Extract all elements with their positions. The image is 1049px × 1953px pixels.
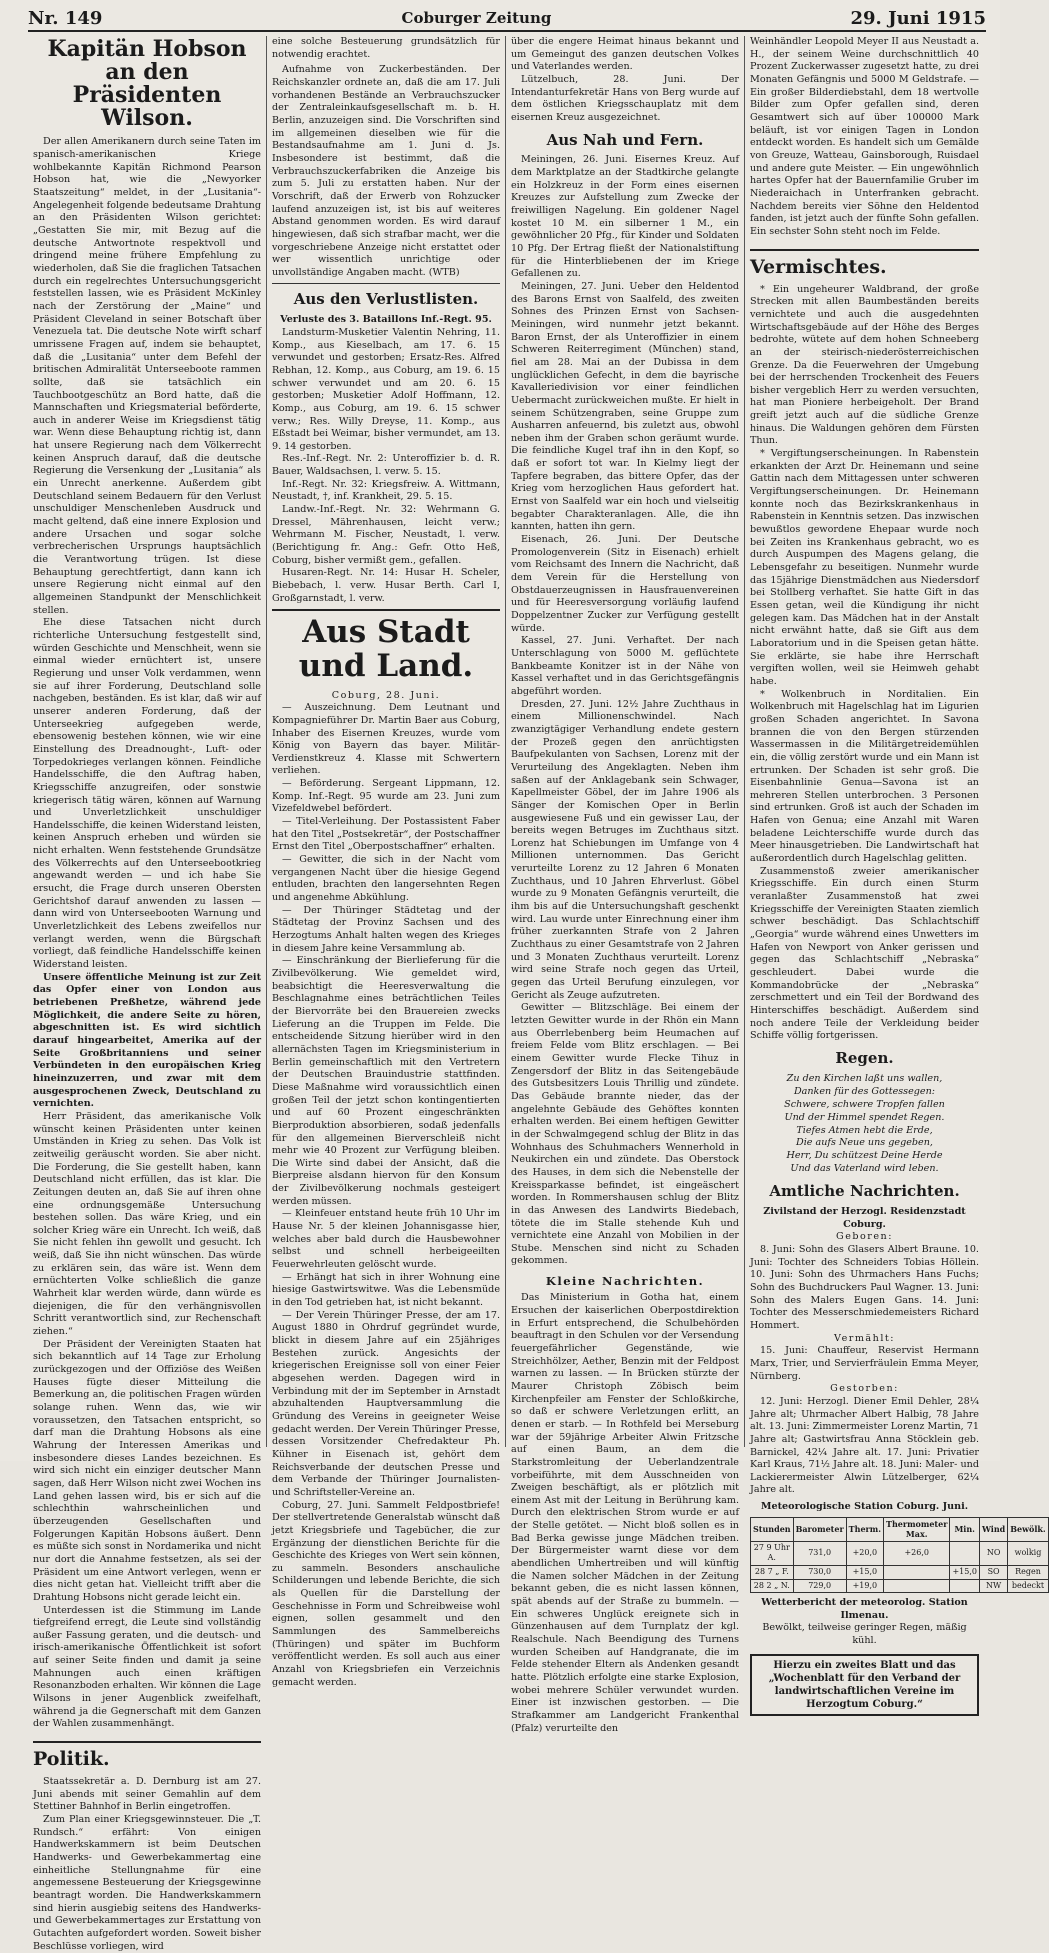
article-paragraph: Coburg, 27. Juni. Sammelt Feldpostbriefe! Der stellvertretende Generalstab wünscht daß jetzt Kriegsbriefe und Tagebücher, die zur Ergänzung der dienstlichen Berichte für die Geschichte des Krieges von Wert sein können, zu sammeln. Besonders anschauliche Schilderungen und lebende Berichte, die sich als Quellen für die Darstellung der Geschehnisse in Form und Schreibweise wohl eignen, sollen gesammelt und den Sammlungen des Sammelbereichs (Thüringen) und später im Buchform veröffentlicht werden. Es soll auch aus einer Anzahl von Kriegsbriefen ein Verzeichnis gemacht werden.	[272, 1499, 500, 1688]
table-cell: +19,0	[846, 1579, 883, 1593]
article-paragraph: Weinhändler Leopold Meyer II aus Neustadt a. H., der seinem Weine durchschnittlich 40 Prozent Zuckerwasser zugesetzt hatte, zu drei Monaten Gefängnis und 5000 M Geldstrafe. — Ein großer Bilderdiebstahl, dem 18 wertvolle Bilder zum Opfer gefallen sind, deren Gesamtwert sich auf über 100000 Mark beläuft, ist vor einigen Tagen in London entdeckt worden. Es handelt sich um Gemälde von Greuze, Watteau, Gainsborough, Ruisdael und andere gute Meister. — Ein ungewöhnlich hartes Opfer hat der Bauernfamilie Gruber im Niederaichach in Unterfranken gebracht. Nachdem bereits vier Söhne den Heldentod fanden, ist jetzt auch der fünfte Sohn gefallen. Ein sechster Sohn steht noch im Felde.	[750, 36, 979, 237]
article-paragraph: Der allen Amerikanern durch seine Taten im spanisch-amerikanischen Kriege wohlbekannte Kapitän Richmond Pearson Hobson hat, wie die „Newyorker Staatszeitung“ meldet, in der „Lusitania“-Angelegenheit folgende bedeutsame Drahtung an den Präsidenten Wilson gerichtet: „Gestatten Sie mir, mit Bezug auf die deutsche Antwortnote respektvoll und dringend meine frühere Empfehlung zu wiederholen, daß Sie die fraglichen Tatsachen durch ein regelrechtes Untersuchungsgericht feststellen lassen, wie es Präsident McKinley nach der Zerstörung der „Maine“ und Präsident Cleveland in seiner Botschaft über Venezuela tat. Die deutsche Note wirft scharf umrissene Fragen auf, indem sie behauptet, daß die „Lusitania“ unter dem Befehl der britischen Admiralität Unterseeboote rammen sollte, daß sie tatsächlich ein Tauchbootgeschütz an Bord hatte, daß die Mannschaften und Kriegsmaterial beförderte, auch in anderer Weise im Kriegsdienst tätig war. Wenn diese Behauptung richtig ist, dann hat unsere Regierung nach dem Völkerrecht keinen Anspruch darauf, daß die deutsche Regierung die Versenkung der „Lusitania“ als ein Unrecht anerkenne. Außerdem gibt Deutschland seinem Bedauern für den Verlust unschuldiger Menschenleben Ausdruck und macht geltend, daß eine innere Explosion und andere Ursachen und sogar solche verbrecherischen Ursprungs hauptsächlich die Verantwortung trügen. Ist diese Behauptung gerechtfertigt, dann kann ich unsere Regierung nicht einmal auf den allgemeinen Standpunkt der Menschlichkeit stellen.	[33, 136, 261, 616]
table-header: Wind	[979, 1517, 1007, 1541]
article-paragraph: * Wolkenbruch in Norditalien. Ein Wolkenbruch mit Hagelschlag hat im Ligurien großen Schaden angerichtet. In Savona brannen die von den Bergen stürzenden Wassermassen in die Militärgetreidemühlen ein, die völlig zerstört wurde und ein Mann ist ertrunken. Der Schaden ist sehr groß. Die Eisenbahnlinie Genua—Savona ist an mehreren Stellen unterbrochen. 3 Personen sind ertrunken. Groß ist auch der Schaden im Hafen von Genua; eine Anzahl mit Waren beladene Leichterschiffe wurde durch das Meer hinausgetrieben. Die Landwirtschaft hat außerordentlich durch Hagelschlag gelitten.	[750, 688, 979, 865]
table-cell: 731,0	[793, 1541, 846, 1565]
registry-entry: 8. Juni: Sohn des Glasers Albert Braune. 10. Juni: Tochter des Schneiders Tobias Höllein. 10. Juni: Sohn des Uhrmachers Hans Fuchs; Sohn des Buchdruckers Paul Wagner. 13. Juni: Sohn des Malers Eugen Gans. 14. Juni: Tochter des Messerschmiedemeisters Richard Hommert.	[750, 1244, 979, 1331]
article-paragraph: * Vergiftungserscheinungen. In Rabenstein erkankten der Arzt Dr. Heinemann und seine Gattin nach dem Mittagessen unter schweren Vergiftungserscheinungen. Dr. Heinemann konnte noch das Bezirkskrankenhaus in Rabenstein in Kenntnis setzen. Das inzwischen bewußtlos gewordene Ehepaar wurde noch bei Zeiten ins Krankenhaus gebracht, wo es durch Auspumpen des Magens gelang, die Lebensgefahr zu beseitigen. Nunmehr wurde das 15jährige Dienstmädchen aus Niedersdorf bei Stollberg verhaftet. Sie hatte Gift in das Essen getan, weil die Kündigung ihr nicht gelegen kam. Das Mädchen hat in der Anstalt nicht erwähnt hatte, daß sie Gift aus dem Laboratorium und in die Speisen getan hätte. Sie erklärte, sie habe ihre Herrschaft vergiften wollen, weil sie Heimweh gehabt habe.	[750, 448, 979, 687]
article-paragraph: Res.-Inf.-Regt. Nr. 2: Unteroffizier b. d. R. Bauer, Waldsachsen, l. verw. 5. 15.	[272, 453, 500, 478]
poem-line: Und das Vaterland wird leben.	[790, 1163, 939, 1175]
article-paragraph: über die engere Heimat hinaus bekannt und um Gemeingut des ganzen deutschen Volkes und Vaterlandes werden.	[511, 36, 739, 73]
article-paragraph: Zum Plan einer Kriegsgewinnsteuer. Die „T. Rundsch.“ erfährt: Von einigen Handwerkskammern ist beim Deutschen Handwerks- und Gewerbekammertag eine einheitliche Stellungnahme für eine angemessene Besteuerung der Kriegsgewinne beantragt worden. Die Handwerkskammern sind hierin ausgiebig seitens des Handwerks- und Gewerbekammertages zur Erstattung von Gutachten aufgefordert worden. Soweit bisher Beschlüsse vorliegen, wird	[33, 1814, 261, 1952]
article-paragraph: Gewitter — Blitzschläge. Bei einem der letzten Gewitter wurde in der Rhön ein Mann aus Oberrlebenberg beim Heumachen auf freiem Felde vom Blitz erschlagen. — Bei einem Gewitter wurde Flecke Tihuz in Zengersdorf der Blitz in das Seitengebäude des Gutsbesitzers Louis Thrillig und zündete. Das Gebäude brannte nieder, das der angelehnte Gebäude des Gehöftes konnten erhalten werden. Bei einem heftigen Gewitter in der Schwalmgegend schlug der Blitz in das Wohnhaus des Schuhmachers Wennerhold in Neukirchen ein und zündete. Das Oberstock des Hauses, in dem sich die Nebenstelle der Kreissparkasse befindet, ist eingeäschert worden. In Rommershausen schlug der Blitz in das Anwesen des Landwirts Biedebach, tötete die im Stalle stehende Kuh und vernichtete eine Anzahl von Mobilien in der Stube. Menschen sind nicht zu Schaden gekommen.	[511, 1002, 739, 1267]
article-paragraph: * Ein ungeheurer Waldbrand, der große Strecken mit allen Baumbeständen bereits vernichtete und auch die ausgedehnten Wirtschaftsgebäude auf der Höhe des Berges bedrohte, wütete auf dem hohen Schneeberg an der steirisch-niederösterreichischen Grenze. Da die Feuerwehren der Umgebung bei der herrschenden Trockenheit des Feuers bisher vergeblich Herr zu werden versuchten, hat man Pioniere herbeigeholt. Der Brand greift jetzt auch auf die südliche Grenze hinaus. Die Waldungen gehören dem Fürsten Thun.	[750, 283, 979, 447]
issue-date: 29. Juni 1915	[850, 7, 986, 29]
article-paragraph: Meiningen, 26. Juni. Eisernes Kreuz. Auf dem Marktplatze an der Stadtkirche gelangte ein Holzkreuz in der Form eines eisernen Kreuzes zur Aufstellung zum Zwecke der freiwilligen Nagelung. Ein goldener Nagel kostet 10 M. ein silberner 1 M., ein gewöhnlicher 20 Pfg., für Kinder und Soldaten 10 Pfg. Der Ertrag fließt der Nationalstiftung für die Hinterbliebenen der im Kriege Gefallenen zu.	[511, 154, 739, 280]
table-cell: 28 2 „ N.	[751, 1579, 794, 1593]
article-paragraph: Dresden, 27. Juni. 12½ Jahre Zuchthaus in einem Millionenschwindel. Nach zwanzigtägiger Verhandlung endete gestern der Prozeß gegen den anrüchtigsten Baufpekulanten von Sachsen, Lorenz mit der Verurteilung des Angeklagten. Neben ihm saßen auf der Anklagebank sein Schwager, Kapellmeister Göbel, der im Jahre 1906 als Sänger der Komischen Oper in Berlin ausgewiesene Fuß und ein gewisser Lau, der bereits wegen Betruges im Zuchthaus sitzt. Lorenz hat Schiebungen im Umfange von 4 Millionen unternommen. Das Gericht verurteilte Lorenz zu 12 Jahren 6 Monaten Zuchthaus, und 10 Jahren Ehrverlust. Göbel wurde zu 9 Monaten Gefängnis verurteilt, die ihm bis auf die Untersuchungshaft geschenkt wird. Lau wurde unter Einrechnung einer ihm früher zuerkannten Strafe von 2 Jahren Zuchthaus zu einer Gesamtstrafe von 2 Jahren und 3 Monaten Zuchthaus verurteilt. Lorenz wird seine Strafe noch gegen das Urteil, gegen das Urteil Berufung einzulegen, vor Gericht als Zeuge aufzutreten.	[511, 698, 739, 1001]
table-header: Bewölk.	[1008, 1517, 1048, 1541]
paper-name: Coburger Zeitung	[401, 9, 552, 27]
table-cell: NW	[979, 1579, 1007, 1593]
masthead	[28, 6, 986, 32]
subheading: Verluste des 3. Bataillons Inf.-Regt. 95.	[280, 314, 492, 326]
weather-table	[750, 1517, 1049, 1593]
poem-line: Herr, Du schützest Deine Herde	[786, 1150, 943, 1162]
poem-line: Danken für des Gottessegen:	[793, 1085, 936, 1097]
article-paragraph: Ehe diese Tatsachen nicht durch richterliche Untersuchung festgestellt sind, würden Geschichte und Menschheit, wenn sie einmal wieder ernüchtert ist, unsere Regierung und unser Volk verdammen, wenn sie auf ihrer Forderung, Deutschland solle nachgeben, beständen. Es ist klar, daß wir auf unserer anderen Forderung, daß der Unterseekrieg aufgegeben werde, ebensowenig bestehen können, wie wir eine Einstellung des Dreadnought-, Luft- oder Torpedokrieges verlangen können. Feindliche Handelsschiffe, die den Auftrag haben, Kriegsschiffe anzugreifen, oder sonstwie kriegerisch tätig wären, können auf Warnung und Unverletzlichkeit unschuldiger Handelsschiffe, die keinen Widerstand leisten, keinen Anspruch erheben und würden sie nicht erhalten. Wenn feststehende Grundsätze des Völkerrechts auf den Unterseebootkrieg angewandt werden — und ich habe Sie ersucht, die Frage durch unseren Obersten Gerichtshof darauf anwenden zu lassen — dann wird von Unterseebooten Warnung und Unverletzlichkeit des Lebens zweifellos nur verlangt werden, wenn die Bürgschaft vorliegt, daß feindliche Handelsschiffe keinen Widerstand leisten.	[33, 617, 261, 971]
table-row	[751, 1565, 1049, 1579]
section-title-amtliche-nachrichten: Amtliche Nachrichten.	[769, 1182, 960, 1201]
table-cell: +20,0	[846, 1541, 883, 1565]
subheading-vermaehlt: Vermählt:	[834, 1332, 895, 1344]
table-cell	[884, 1565, 950, 1579]
dateline: Coburg, 28. Juni.	[331, 689, 441, 701]
article-paragraph: Der Präsident der Vereinigten Staaten hat sich bekanntlich auf 14 Tage zur Erholung zurückgezogen und der Offiziöse des Weißen Hauses fügte dieser Mitteilung die Bemerkung an, die politischen Fragen würden solange ruhen. Wenn das, wie wir voraussetzen, den Tatsachen entspricht, so darf man die Drahtung Hobsons als eine Wahrung der Interessen Amerikas und insbesondere dieses Landes bezeichnen. Es wird sich nicht ein einziger deutscher Mann sagen, daß Herr Wilson nicht zwei Wochen ins Land gehen lassen wird, bis er sich auf die schlechthin wahrscheinlichen und überzeugenden Gesellschaften und Folgerungen Kapitän Hobsons äußert. Denn es müßte sich sonst in Nordamerika und nicht nur dort die Annahme festsetzen, als sei der Präsident um eine Antwort verlegen, wenn er dies nicht getan hat. Vielleicht trifft aber die Drahtung Hobsons nicht gerade leicht ein.	[33, 1338, 261, 1603]
poem-line: Die aufs Neue uns gegeben,	[796, 1137, 933, 1149]
article-paragraph: Kassel, 27. Juni. Verhaftet. Der nach Unterschlagung von 5000 M. geflüchtete Bankbeamte Konitzer ist in der Nähe von Kassel verhaftet und in das Gerichtsgefängnis abgeführt worden.	[511, 635, 739, 697]
table-cell: NO	[979, 1541, 1007, 1565]
table-cell: Regen	[1008, 1565, 1048, 1579]
table-cell: 730,0	[793, 1565, 846, 1579]
table-cell: 28 7 „ F.	[751, 1565, 794, 1579]
article-paragraph: Herr Präsident, das amerikanische Volk wünscht keinen Präsidenten unter keinen Umständen in Krieg zu sehen. Das Volk ist zeitweilig geräuscht worden. Sie aber nicht. Die Forderung, die Sie gestellt haben, kann Deutschland nicht erfüllen, das ist klar. Die Zeitungen deuten an, daß Sie auf ihren ohne eine ordnungsgemäße Untersuchung bestehen sollen. Das wäre Krieg, und ein solcher Krieg wäre ein Unrecht. Ich weiß, daß Sie nicht fehlen ihn gewollt und gesucht. Ich weiß, daß Sie ihn nicht wünschen. Das würde zu erklären sein, das wäre ist. Wenn dem ernüchterten Volke schließlich die ganze Wahrheit klar werden würde, dann würde es diejenigen, die für den verhängnisvollen Schritt verantwortlich sind, zur Rechenschaft ziehen.“	[33, 1110, 261, 1338]
table-cell: +15,0	[846, 1565, 883, 1579]
article-paragraph: Das Ministerium in Gotha hat, einem Ersuchen der kaiserlichen Oberpostdirektion in Erfurt entsprechend, die Schulbehörden beauftragt in den Schulen vor der Versendung feuergefährlicher Gegenstände, wie Streichhölzer, Aether, Benzin mit der Feldpost warnen zu lassen. — In Brücken stürzte der Maurer Christoph Zöbisch beim Kirchenpfeiler am Fenster der Schloßkirche, so daß er schwere Verletzungen erlitt, an denen er starb. — In Rothfeld bei Merseburg war der 59jährige Arbeiter Alwin Fritzsche auf einen Baum, an dem die Starkstromleitung der Ueberlandzentrale vorbeiführte, mit dem Ausschneiden von Zweigen beschäftigt, als er plötzlich mit einem Ast mit der Leitung in Berührung kam. Durch den elektrischen Strom wurde er auf der Stelle getötet. — Nicht bloß sollen es in Bad Berka gewisse junge Mädchen treiben. Der Bürgermeister warnt diese vor dem abendlichen Umhertreiben und will künftig die Namen solcher Mädchen in der Zeitung bekannt geben, die es nicht lassen können, spät abends auf der Straße zu bummeln. — Ein schweres Unglück ereignete sich in Günzenhausen auf dem Turnplatz der kgl. Realschule. Nach Beendigung des Turnens wurden Scheiben auf Handgranate, die im Felde stehender Eltern als Andenken gesandt hatte. Plötzlich erfolgte eine starke Explosion, wobei mehrere Schüler verwundet wurden. Einer ist inzwischen gestorben. — Die Strafkammer am Landgericht Frankenthal (Pfalz) verurteilte den	[511, 1292, 739, 1734]
table-cell: +26,0	[884, 1541, 950, 1565]
table-row	[751, 1541, 1049, 1565]
subheading: Zivilstand der Herzogl. Residenzstadt Coburg.	[763, 1206, 966, 1230]
table-cell: +15,0	[950, 1565, 980, 1579]
poem-line: Zu den Kirchen laßt uns wallen,	[786, 1072, 943, 1084]
article-paragraph: Eisenach, 26. Juni. Der Deutsche Promologenverein (Sitz in Eisenach) erhielt vom Reichsamt des Innern die Nachricht, daß dem Verein für die Herstellung von Obstdauerzeugnissen in Hausfrauenvereinen und für Heeresversorgung vorläufig laufend Doppelzentner Zucker zur Verfügung gestellt würde.	[511, 534, 739, 634]
column-1	[28, 36, 267, 1952]
forecast-text: Bewölkt, teilweise geringer Regen, mäßig kühl.	[762, 1622, 967, 1647]
poem-line: Schwere, schwere Tropfen fallen	[784, 1098, 945, 1110]
table-cell	[950, 1541, 980, 1565]
article-paragraph: — Beförderung. Sergeant Lippmann, 12. Komp. Inf.-Regt. 95 wurde am 23. Juni zum Vizefeldwebel befördert.	[272, 778, 500, 815]
columns	[28, 36, 1046, 1952]
table-row	[751, 1579, 1049, 1593]
section-title-politik: Politik.	[33, 1741, 261, 1772]
table-cell	[950, 1579, 980, 1593]
section-title-stadt-und-land: Aus Stadt und Land.	[272, 609, 500, 683]
article-paragraph: Husaren-Regt. Nr. 14: Husar H. Scheler, Biebebach, l. verw. Husar Berth. Carl I, Großgarnstadt, l. verw.	[272, 567, 500, 604]
article-paragraph: Zusammenstoß zweier amerikanischer Kriegsschiffe. Ein durch einen Sturm veranlaßter Zusammenstoß hat zwei Kriegsschiffe der Vereinigten Staaten ziemlich schwer beschädigt. Das Schlachtschiff „Georgia“ wurde während eines Unwetters im Hafen von Newport von Anker gerissen und gegen das Schlachtschiff „Nebraska“ geschleudert. Dabei wurde die Kommandobrücke der „Nebraska“ zerschmettert und ein Teil der Bordwand des Hinterschiffes beschädigt. Außerdem sind noch andere Teile der Verkleidung beider Schiffe völlig fortgerissen.	[750, 865, 979, 1042]
table-cell: 27 9 Uhr A.	[751, 1541, 794, 1565]
article-paragraph: — Erhängt hat sich in ihrer Wohnung eine hiesige Gastwirtswitwe. Was die Lebensmüde in den Tod getrieben hat, ist nicht bekannt.	[272, 1271, 500, 1309]
article-paragraph: Unsere öffentliche Meinung ist zur Zeit das Opfer einer von London aus betriebenen Preßhetze, während jede Möglichkeit, die andere Seite zu hören, abgeschnitten ist. Es wird sichtlich darauf hingearbeitet, Amerika auf der Seite Großbritanniens und seiner Verbündeten in den europäischen Krieg hineinzuzerren, und zwar mit dem ausgesprochenen Zweck, Deutschland zu vernichten.	[33, 971, 261, 1110]
table-header: Therm.	[846, 1517, 883, 1541]
article-paragraph: Staatssekretär a. D. Dernburg ist am 27. Juni abends mit seiner Gemahlin auf dem Stettiner Bahnhof in Berlin eingetroffen.	[33, 1776, 261, 1813]
article-paragraph: Landw.-Inf.-Regt. Nr. 32: Wehrmann G. Dressel, Mährenhausen, leicht verw.; Wehrmann M. Fischer, Neustadt, l. verw. (Berichtigung fr. Ang.: Gefr. Otto Heß, Coburg, bisher vermißt gem., gefallen.	[272, 504, 500, 566]
section-title-verlustlisten: Aus den Verlustlisten.	[293, 290, 479, 309]
column-2	[267, 36, 506, 1688]
article-paragraph: Landsturm-Musketier Valentin Nehring, 11. Komp., aus Kieselbach, am 17. 6. 15 verwundet und gestorben; Ersatz-Res. Alfred Rebhan, 12. Komp., aus Coburg, am 19. 6. 15 schwer verwundet und am 20. 6. 15 gestorben; Musketier Adolf Hoffmann, 12. Komp., aus Coburg, am 19. 6. 15 schwer verw.; Res. Willy Dreyse, 11. Komp., aus Eßstadt bei Weimar, bisher vermundet, am 13. 9. 14 gestorben.	[272, 326, 500, 452]
table-cell: bedeckt	[1008, 1579, 1048, 1593]
table-cell: 729,0	[793, 1579, 846, 1593]
table-header: Thermometer Max.	[884, 1517, 950, 1541]
table-header: Min.	[950, 1517, 980, 1541]
poem-line: Tiefes Atmen hebt die Erde,	[796, 1124, 933, 1136]
registry-entry: 12. Juni: Herzogl. Diener Emil Dehler, 28¼ Jahre alt; Uhrmacher Albert Halbig, 78 Jahre alt. 13. Juni: Zimmermeister Lorenz Martin, 71 Jahre alt; Gastwirtsfrau Anna Stöcklein geb. Barnickel, 42¼ Jahre alt. 17. Juni: Privatier Karl Kraus, 71½ Jahre alt. 18. Juni: Maler- und Lackierermeister Alwin Lützelberger, 62¼ Jahre alt.	[750, 1395, 979, 1496]
weather-title: Meteorologische Station Coburg. Juni.	[760, 1501, 969, 1513]
article-paragraph: — Kleinfeuer entstand heute früh 10 Uhr im Hause Nr. 5 der kleinen Johannisgasse hier, welches aber bald durch die Hausbewohner selbst und schnell herbeigeeilten Feuerwehrleuten gelöscht wurde.	[272, 1208, 500, 1271]
headline-hobson: Kapitän Hobson an den Präsidenten Wilson.	[47, 36, 247, 132]
article-paragraph: Meiningen, 27. Juni. Ueber den Heldentod des Barons Ernst von Saalfeld, des zweiten Sohnes des Prinzen Ernst von Sachsen-Meiningen, wird nunmehr jetzt bekannt. Baron Ernst, der als Unteroffizier in einem Schweren Reiterregiment (München) stand, fiel am 28. Mai an der Dubissa in dem unglücklichen Gefecht, in dem die bayrische Kavalleriedivision vor einer feindlichen Uebermacht zurückweichen mußte. Er hielt in seinem Schützengraben, seine Gruppe zum Ausharren anfeuernd, bis zuletzt aus, obwohl neben ihm der Graben schon geräumt wurde. Die feindliche Kugel traf ihn in den Kopf, so daß er sofort tot war. In Kielmy liegt der Tapfere begraben, das bittere Opfer, das der Krieg vom herzoglichen Haus gefordert hat. Ernst von Saalfeld war ein hoch und vielseitig begabter Charakteranlagen. Alle, die ihn kannten, hatten ihn gern.	[511, 280, 739, 533]
article-paragraph: Inf.-Regt. Nr. 32: Kriegsfreiw. A. Wittmann, Neustadt, †, inf. Krankheit, 29. 5. 15.	[272, 478, 500, 503]
subheading-geboren: Geboren:	[836, 1231, 893, 1243]
article-paragraph: — Der Verein Thüringer Presse, der am 17. August 1880 in Ohrdruf gegründet wurde, blickt in diesem Jahre auf ein 25jähriges Bestehen zurück. Angesichts der kriegerischen Ereignisse soll von einer Feier abgesehen werden. Dagegen wird in Verbindung mit der im September in Arnstadt abzuhaltenden Hauptversammlung die Gründung des Vereins in geeigneter Weise gedacht werden. Der Verein Thüringer Presse, dessen Vorsitzender Chefredakteur Ph. Kühner in Eisenach ist, gehört dem Reichsverbande der deutschen Presse und dem Verbande der Thüringer Journalisten- und Schriftsteller-Vereine an.	[272, 1309, 500, 1498]
table-header: Stunden	[751, 1517, 794, 1541]
registry-entry: 15. Juni: Chauffeur, Reservist Hermann Marx, Trier, und Servierfräulein Emma Meyer, Nürnberg.	[750, 1345, 979, 1382]
table-header: Barometer	[793, 1517, 846, 1541]
supplement-notice: Hierzu ein zweites Blatt und das „Wochenblatt für den Verband der landwirtschaftlichen Vereine im Herzogtum Coburg.“	[750, 1654, 979, 1717]
article-paragraph: Aufnahme von Zuckerbeständen. Der Reichskanzler ordnete an, daß die am 17. Juli vorhandenen Bestände an Verbrauchszucker der Zentraleinkaufsgesellschaft m. b. H. Berlin, anzuzeigen sind. Die Vorschriften sind im allgemeinen dieselben wie für die Bestandsaufnahme am 1. Juni d. Js. Insbesondere ist bestimmt, daß die Verbrauchszuckerfabriken die Anzeige bis zum 5. Juli zu erstatten haben. Nur der Vorschrift, daß der Erwerb von Rohzucker laufend anzuzeigen ist, ist bis auf weiteres Abstand genommen worden. Es wird darauf hingewiesen, daß sich strafbar macht, wer die vorgeschriebene Anzeige nicht erstattet oder wer wissentlich unrichtige oder unvollständige Angaben macht. (WTB)	[272, 64, 500, 278]
article-paragraph: — Gewitter, die sich in der Nacht vom vergangenen Nacht über die hiesige Gegend entluden, brachten den langersehnten Regen und angenehme Abkühlung.	[272, 854, 500, 904]
article-paragraph: Lützelbuch, 28. Juni. Der Intendanturfekretär Hans von Berg wurde auf dem östlichen Kriegsschauplatz mit dem eisernen Kreuz ausgezeichnet.	[511, 73, 739, 123]
table-header-row	[751, 1517, 1049, 1541]
article-paragraph: eine solche Besteuerung grundsätzlich für notwendig erachtet.	[272, 36, 500, 60]
poem	[750, 1073, 979, 1177]
section-title-kleine-nachrichten: Kleine Nachrichten.	[545, 1274, 705, 1289]
divider	[272, 283, 500, 284]
subheading-gestorben: Gestorben:	[830, 1383, 899, 1395]
column-3	[506, 36, 745, 1734]
section-title-nah-und-fern: Aus Nah und Fern.	[546, 130, 704, 149]
article-paragraph: Unterdessen ist die Stimmung im Lande tiefgreifend erregt, die Leute sind vollständig außer Fassung geraten, und die deutsch- und irisch-amerikanische Öffentlichkeit ist sofort auf seiner Seite finden und damit ja seine Mahnungen auch einen kräftigen Resonanzboden erhalten. Wir können die Lage Wilsons in jener Augenblick zweifelhaft, während ja die Gegnerschaft mit dem Ganzen der Wahlen zusammenhängt.	[33, 1604, 261, 1730]
poem-line: Und der Himmel spendet Regen.	[784, 1111, 945, 1123]
section-title-vermischtes: Vermischtes.	[750, 249, 979, 280]
issue-number: Nr. 149	[28, 7, 103, 29]
column-4	[745, 36, 1046, 1711]
article-paragraph: — Titel-Verleihung. Der Postassistent Faber hat den Titel „Postsekretär“, der Postschaffner Ernst den Titel „Oberpostschaffner“ erhalten.	[272, 816, 500, 853]
article-paragraph: — Der Thüringer Städtetag und der Städtetag der Provinz Sachsen und des Herzogtums Anhalt halten wegen des Krieges in diesem Jahre keine Versammlung ab.	[272, 904, 500, 954]
forecast-title: Wetterbericht der meteorolog. Station Ilmenau.	[761, 1597, 968, 1621]
article-paragraph: — Auszeichnung. Dem Leutnant und Kompagnieführer Dr. Martin Baer aus Coburg, Inhaber des Eisernen Kreuzes, wurde vom König von Bayern das bayer. Militär-Verdienstkreuz 4. Klasse mit Schwertern verliehen.	[272, 702, 500, 777]
poem-title: Regen.	[835, 1048, 894, 1067]
table-cell	[884, 1579, 950, 1593]
table-cell: SO	[979, 1565, 1007, 1579]
table-cell: wolkig	[1008, 1541, 1048, 1565]
article-paragraph: — Einschränkung der Bierlieferung für die Zivilbevölkerung. Wie gemeldet wird, beabsichtigt die Heeresverwaltung die Beschlagnahme eines beträchtlichen Teiles der Biervorräte bei den Brauereien zwecks Lieferung an die Truppen im Felde. Die entscheidende Sitzung hierüber wird in den allernächsten Tagen im Kriegsministerium in Berlin gemeinschaftlich mit den Vertretern der Deutschen Brauindustrie stattfinden. Diese Maßnahme wird voraussichtlich einen großen Teil der jetzt schon kontingentierten und auf 60 Prozent eingeschränkten Bierproduktion absorbieren, sodaß jedenfalls für den allgemeinen Bierverschleiß nicht mehr wie 40 Prozent zur Verfügung bleiben. Die Wirte sind dabei der Ansicht, daß die Bierpreise alsdann hiervon für den Konsum der Zivilbevölkerung nochmals gesteigert werden müssen.	[272, 955, 500, 1207]
